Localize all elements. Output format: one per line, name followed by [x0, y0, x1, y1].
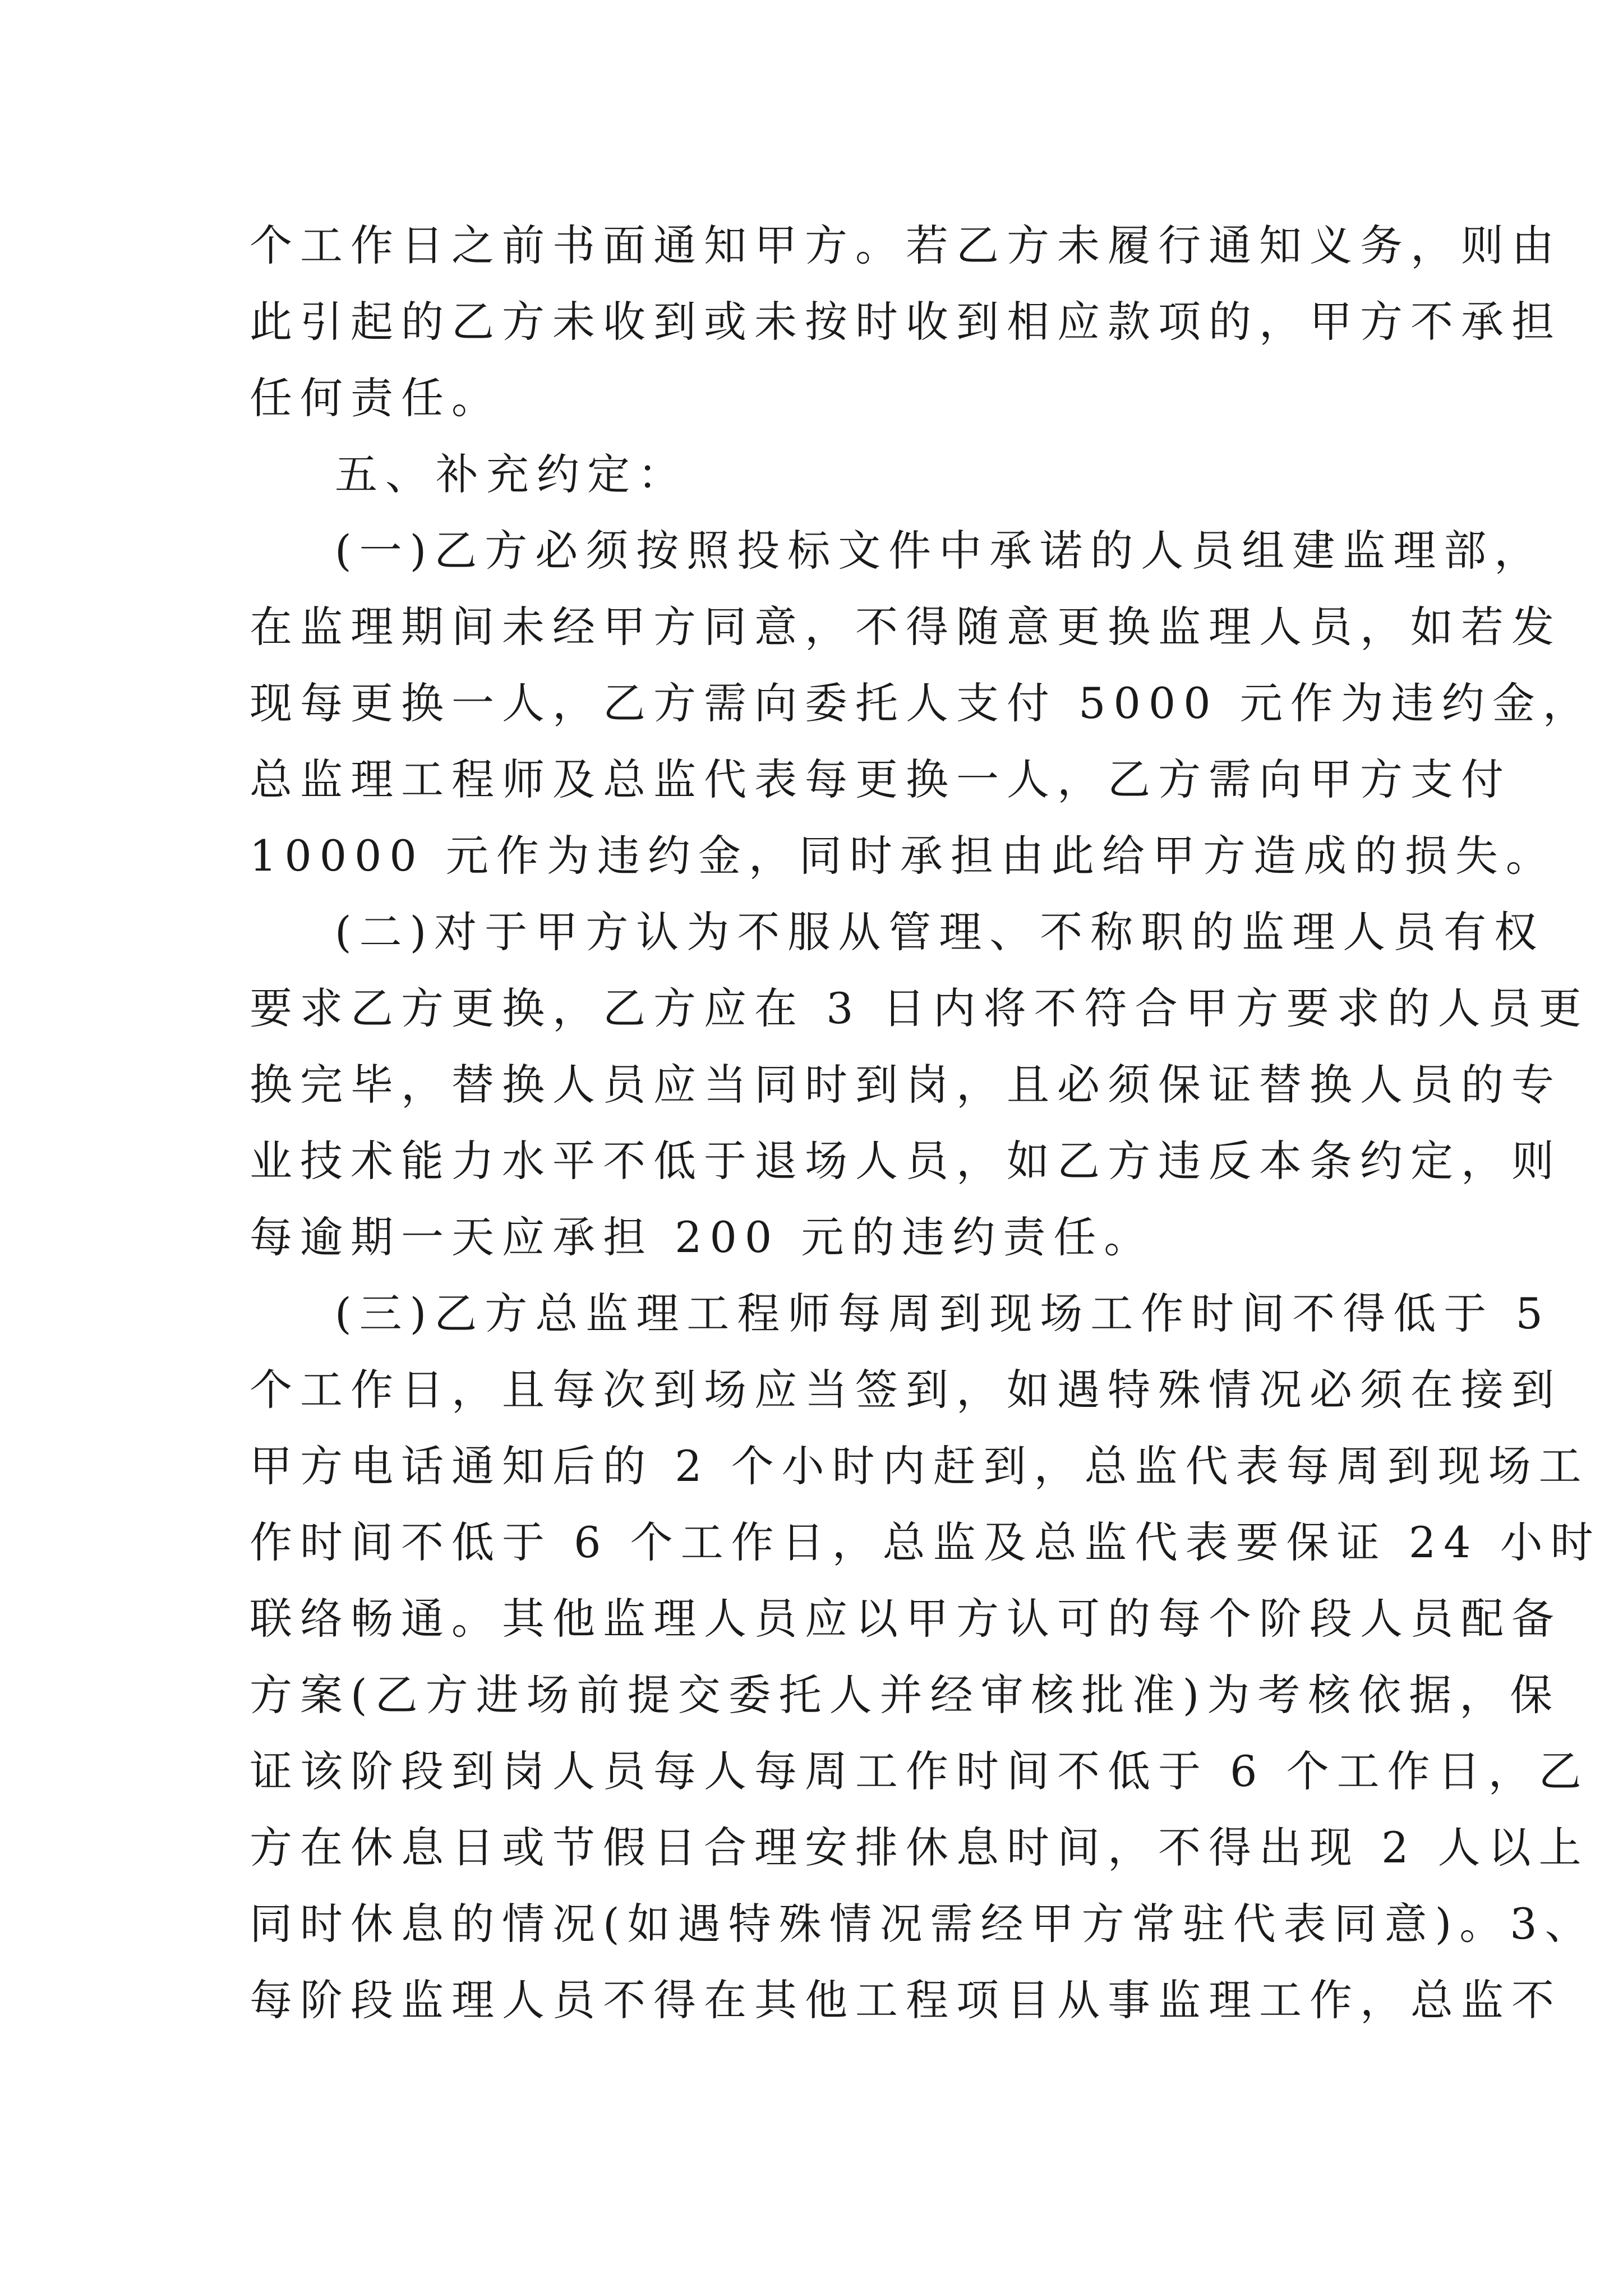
- text-line: 证该阶段到岗人员每人每周工作时间不低于 6 个工作日，乙: [250, 1746, 1589, 1796]
- text-line: 每逾期一天应承担 200 元的违约责任。: [250, 1212, 1155, 1262]
- text-line: 作时间不低于 6 个工作日，总监及总监代表要保证 24 小时: [250, 1517, 1601, 1567]
- document-body: [250, 208, 1601, 2039]
- text-line: 甲方电话通知后的 2 个小时内赶到，总监代表每周到现场工: [250, 1441, 1589, 1491]
- clause-first-line: (三)乙方总监理工程师每周到现场工作时间不得低于 5: [335, 1289, 1551, 1338]
- text-line: 联络畅通。其他监理人员应以甲方认可的每个阶段人员配备: [250, 1594, 1562, 1644]
- section-heading: 五、补充约定：: [335, 449, 688, 499]
- text-line: 业技术能力水平不低于退场人员，如乙方违反本条约定，则: [250, 1136, 1562, 1186]
- text-line: 换完毕，替换人员应当同时到岗，且必须保证替换人员的专: [250, 1060, 1562, 1110]
- text-line: 10000 元作为违约金，同时承担由此给甲方造成的损失。: [250, 831, 1556, 881]
- text-line: 总监理工程师及总监代表每更换一人，乙方需向甲方支付: [250, 754, 1511, 804]
- text-line: 同时休息的情况(如遇特殊情况需经甲方常驻代表同意)。3、: [250, 1899, 1596, 1949]
- text-line: 现每更换一人，乙方需向委托人支付 5000 元作为违约金，: [250, 678, 1593, 728]
- text-line: 个工作日，且每次到场应当签到，如遇特殊情况必须在接到: [250, 1365, 1562, 1415]
- text-line: 在监理期间未经甲方同意，不得随意更换监理人员，如若发: [250, 602, 1562, 652]
- clause-first-line: (二)对于甲方认为不服从管理、不称职的监理人员有权: [335, 907, 1545, 957]
- text-line: 每阶段监理人员不得在其他工程项目从事监理工作，总监不: [250, 1975, 1562, 2025]
- text-line: 任何责任。: [250, 373, 502, 423]
- clause-first-line: (一)乙方必须按照投标文件中承诺的人员组建监理部，: [335, 526, 1545, 576]
- text-line: 个工作日之前书面通知甲方。若乙方未履行通知义务，则由: [250, 220, 1562, 270]
- text-line: 方在休息日或节假日合理安排休息时间，不得出现 2 人以上: [250, 1823, 1589, 1872]
- text-line: 要求乙方更换，乙方应在 3 日内将不符合甲方要求的人员更: [250, 983, 1589, 1033]
- text-line: 方案(乙方进场前提交委托人并经审核批准)为考核依据，保: [250, 1670, 1561, 1720]
- text-line: 此引起的乙方未收到或未按时收到相应款项的，甲方不承担: [250, 297, 1562, 347]
